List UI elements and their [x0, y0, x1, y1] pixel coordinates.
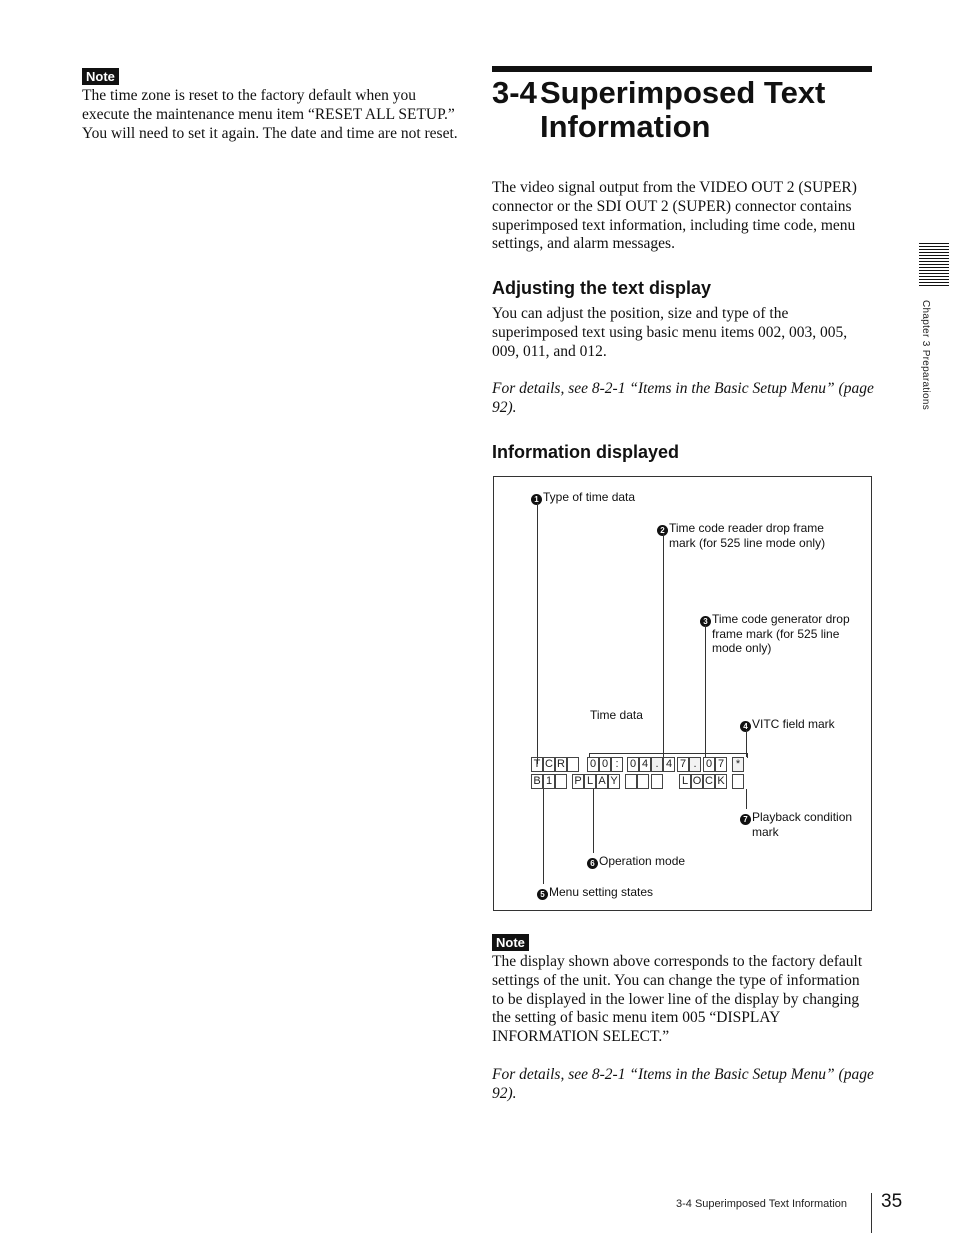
section-intro: The video signal output from the VIDEO OUT 2 (SUPER) connector or the SDI OUT 2 (SUPER) connector contains superimposed text information, including time code, menu settings, and alarm messages.: [492, 179, 857, 253]
time-data-label: Time data: [590, 708, 643, 722]
display-char-cell: 0: [627, 757, 639, 772]
display-char-cell: C: [703, 774, 715, 789]
number-marker: 2: [657, 525, 668, 536]
number-marker: 6: [587, 858, 598, 869]
display-char-cell: 7: [715, 757, 727, 772]
display-row-upper: [531, 757, 755, 772]
note-ref: For details, see 8-2-1 “Items in the Basic Setup Menu” (page 92).: [492, 1065, 874, 1102]
display-char-cell: :: [611, 757, 623, 772]
time-data-bracket: [589, 753, 747, 754]
callout-tcr-drop-frame: 2 Time code reader drop frame mark (for 525 line mode only): [657, 521, 825, 550]
number-marker: 1: [531, 494, 542, 505]
note-text: The display shown above corresponds to the factory default settings of the unit. You can change the type of information to be displayed in the lower line of the display by changing the setting of basic menu item 005 “DISPLAY INFORMATION SELECT.”: [492, 953, 863, 1046]
left-note: [82, 68, 467, 143]
chapter-tab-label: Chapter 3 Preparations: [920, 300, 931, 410]
display-char-cell: [625, 774, 637, 789]
callout-vitc-field-mark: 4 VITC field mark: [740, 717, 835, 732]
display-char-cell: [732, 774, 744, 789]
display-char-cell: 0: [587, 757, 599, 772]
number-marker: 4: [740, 721, 751, 732]
display-char-cell: 1: [543, 774, 555, 789]
leader-line-6: [593, 789, 594, 853]
section-rule: [492, 66, 872, 72]
section-title-line2: Information: [540, 109, 711, 144]
display-char-cell: C: [543, 757, 555, 772]
display-char-cell: .: [689, 757, 701, 772]
callout-tcg-drop-frame: 3 Time code generator drop frame mark (for 525 line mode only): [700, 612, 850, 655]
display-char-cell: 4: [663, 757, 675, 772]
running-footer: 3-4 Superimposed Text Information: [676, 1198, 847, 1210]
section-title: [492, 76, 872, 144]
display-char-cell: 0: [599, 757, 611, 772]
leader-line-7: [746, 789, 747, 809]
display-char-cell: T: [531, 757, 543, 772]
leader-line-4: [746, 730, 747, 757]
display-char-cell: P: [572, 774, 584, 789]
display-char-cell: L: [679, 774, 691, 789]
display-char-cell: 7: [677, 757, 689, 772]
display-char-cell: R: [555, 757, 567, 772]
display-char-cell: Y: [608, 774, 620, 789]
section-title-line1: Superimposed Text: [540, 75, 826, 110]
callout-type-of-time-data: 1 Type of time data: [531, 490, 635, 505]
display-row-lower: [531, 774, 755, 789]
display-char-cell: [637, 774, 649, 789]
adjusting-body: You can adjust the position, size and type of the superimposed text using basic menu items 002, 003, 005, 009, 011, and 012.: [492, 305, 848, 360]
display-char-cell: [555, 774, 567, 789]
display-char-cell: [567, 757, 579, 772]
leader-line-3: [705, 625, 706, 757]
leader-line-5: [543, 789, 544, 884]
page-number: 35: [881, 1191, 903, 1212]
display-char-cell: A: [596, 774, 608, 789]
display-char-cell: 0: [703, 757, 715, 772]
display-char-cell: .: [651, 757, 663, 772]
adjusting-heading: Adjusting the text display: [492, 278, 712, 298]
display-char-cell: K: [715, 774, 727, 789]
info-heading: Information displayed: [492, 442, 680, 462]
footer-divider: [871, 1193, 872, 1233]
callout-playback-condition: 7 Playback condition mark: [740, 810, 852, 839]
number-marker: 5: [537, 889, 548, 900]
note-label: Note: [492, 934, 529, 951]
display-char-cell: L: [584, 774, 596, 789]
diagram-box: [493, 476, 872, 911]
note-label: Note: [82, 68, 119, 85]
display-char-cell: *: [732, 757, 744, 772]
number-marker: 3: [700, 616, 711, 627]
number-marker: 7: [740, 814, 751, 825]
adjusting-ref: For details, see 8-2-1 “Items in the Basic Setup Menu” (page 92).: [492, 380, 874, 416]
callout-menu-setting-states: 5 Menu setting states: [537, 885, 653, 900]
note-text: The time zone is reset to the factory default when you execute the maintenance menu item “RESET ALL SETUP.” You will need to set it again. The date and time are not reset.: [82, 87, 458, 142]
display-char-cell: O: [692, 775, 702, 787]
bottom-note: [492, 934, 874, 1104]
display-char-cell: 4: [639, 757, 651, 772]
callout-operation-mode: 6 Operation mode: [587, 854, 685, 869]
display-char-cell: B: [531, 774, 543, 789]
leader-line-2: [663, 533, 664, 757]
leader-line-1: [537, 503, 538, 764]
section-number: 3-4: [492, 75, 537, 110]
chapter-tab-mark: [919, 243, 949, 287]
display-char-cell: [651, 774, 663, 789]
